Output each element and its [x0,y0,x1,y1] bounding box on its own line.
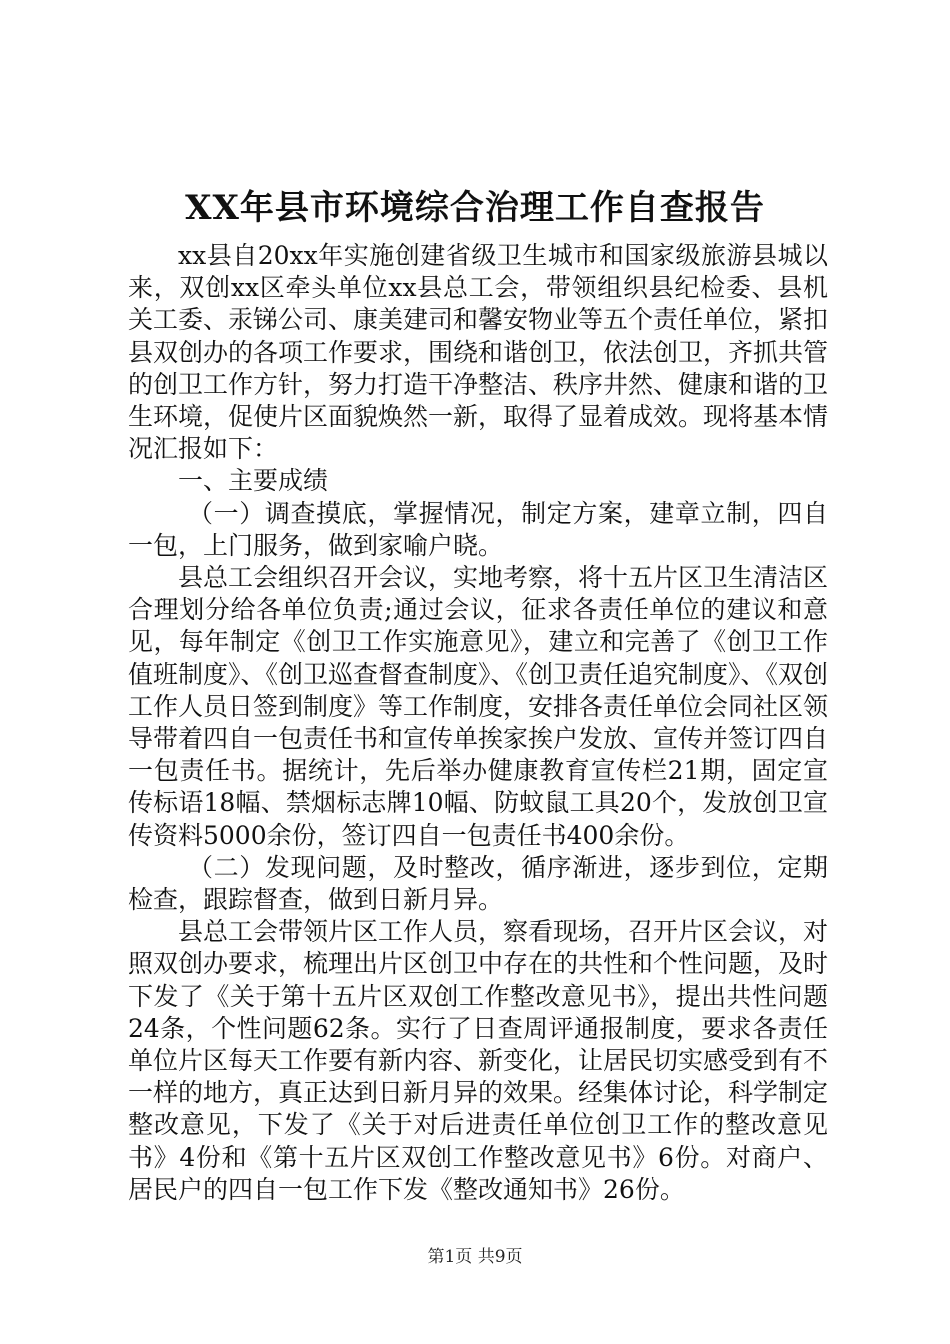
section-heading-main-achievements: 一、主要成绩 [178,466,329,496]
document-title: XX年县市环境综合治理工作自查报告 [185,188,765,228]
paragraph-intro: xx县自20xx年实施创建省级卫生城市和国家级旅游县城以来，双创xx区牵头单位xx县总工会，带领组织县纪检委、县机关工委、汞锑公司、康美建司和馨安物业等五个责任单位，紧扣县双创办的各项工作要求，围绕和谐创卫，依法创卫，齐抓共管的创卫工作方针，努力打造干净整洁、秩序井然、健康和谐的卫生环境，促使片区面貌焕然一新，取得了显着成效。现将基本情况汇报如下： [128,241,829,464]
subsection-heading-1: （一）调查摸底，掌握情况，制定方案，建章立制，四自一包，上门服务，做到家喻户晓。 [128,498,828,560]
paragraph-subsection-2-body: 县总工会带领片区工作人员，察看现场，召开片区会议，对照双创办要求，梳理出片区创卫中存在的共性和个性问题，及时下发了《关于第十五片区双创工作整改意见书》，提出共性问题24条，个性问题62条。实行了日查周评通报制度，要求各责任单位片区每天工作要有新内容、新变化，让居民切实感受到有不一样的地方，真正达到日新月异的效果。经集体讨论，科学制定整改意见，下发了《关于对后进责任单位创卫工作的整改意见书》4份和《第十五片区双创工作整改意见书》6份。对商户、居民户的四自一包工作下发《整改通知书》26份。 [128,917,829,1204]
page-number-footer: 第1页 共9页 [427,1247,523,1267]
paragraph-subsection-1-body: 县总工会组织召开会议，实地考察，将十五片区卫生清洁区合理划分给各单位负责;通过会议，征求各责任单位的建议和意见，每年制定《创卫工作实施意见》，建立和完善了《创卫工作值班制度》、《创卫巡查督查制度》、《创卫责任追究制度》、《双创工作人员日签到制度》等工作制度，安排各责任单位会同社区领导带着四自一包责任书和宣传单挨家挨户发放、宣传并签订四自一包责任书。据统计，先后举办健康教育宣传栏21期，固定宣传标语18幅、禁烟标志牌10幅、防蚊鼠工具20个，发放创卫宣传资料5000余份，签订四自一包责任书400余份。 [128,563,829,850]
subsection-heading-2: （二）发现问题，及时整改，循序渐进，逐步到位，定期检查，跟踪督查，做到日新月异。 [128,852,828,915]
document-body [128,240,828,1206]
